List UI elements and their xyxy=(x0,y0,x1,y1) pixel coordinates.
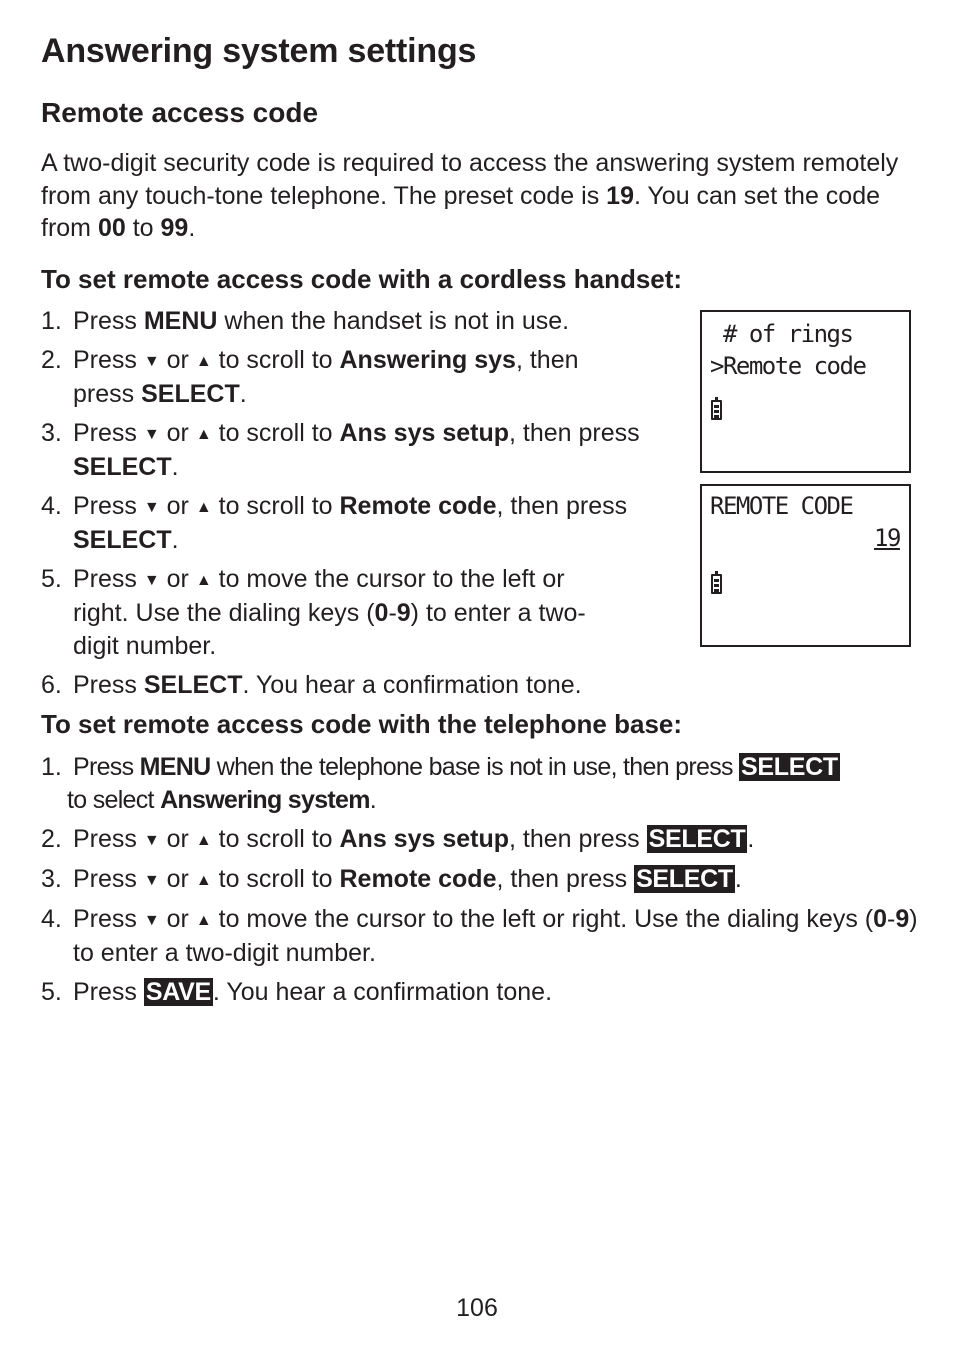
list-item xyxy=(41,903,921,970)
battery-icon xyxy=(711,400,722,420)
or-text: or xyxy=(159,825,196,853)
select-key: SELECT xyxy=(636,865,733,893)
or-text: or xyxy=(159,565,196,593)
press-text: Press xyxy=(73,307,144,335)
select-key: SELECT xyxy=(741,753,838,781)
step-text: , then press xyxy=(73,346,579,408)
step-text: to select xyxy=(67,786,161,814)
step-text: . xyxy=(747,825,755,853)
step-number: 1. xyxy=(41,753,62,781)
up-arrow-icon: ▲ xyxy=(195,912,212,929)
base-steps xyxy=(41,751,921,1015)
step-text: , then press xyxy=(509,419,640,447)
dial-key-9: 9 xyxy=(396,599,411,627)
step-text: . xyxy=(734,865,742,893)
section-title: Remote access code xyxy=(41,97,319,128)
down-arrow-icon: ▼ xyxy=(143,426,160,443)
select-key: SELECT xyxy=(143,671,243,699)
press-text: Press xyxy=(73,346,144,374)
handset-steps xyxy=(41,305,641,708)
intro-text: . xyxy=(188,214,196,242)
press-text: Press xyxy=(73,671,144,699)
step-text: to scroll to xyxy=(211,825,340,853)
dial-key-9: 9 xyxy=(895,905,910,933)
step-number: 2. xyxy=(41,346,62,374)
up-arrow-icon: ▲ xyxy=(195,426,212,443)
menu-target: Remote code xyxy=(339,865,497,893)
page-title: Answering system settings xyxy=(41,32,477,70)
press-text: Press xyxy=(73,753,140,781)
menu-target: Ans sys setup xyxy=(339,419,510,447)
battery-icon xyxy=(711,574,722,594)
step-text: when the telephone base is not in use, then press xyxy=(210,753,740,781)
code-min: 00 xyxy=(97,214,126,242)
step-text: . You hear a confirmation tone. xyxy=(212,978,553,1006)
screen-line: REMOTE CODE xyxy=(710,492,853,520)
remote-code-value: 19 xyxy=(874,524,900,552)
select-key: SELECT xyxy=(141,380,240,408)
list-item xyxy=(41,751,921,817)
screen-line-selected: >Remote code xyxy=(710,352,866,380)
handset-screen-remote-code xyxy=(700,484,911,647)
list-item xyxy=(41,863,921,897)
press-text: Press xyxy=(73,492,144,520)
down-arrow-icon: ▼ xyxy=(143,912,160,929)
or-text: or xyxy=(159,419,196,447)
step-text: . You hear a confirmation tone. xyxy=(242,671,582,699)
list-item xyxy=(41,490,641,557)
down-arrow-icon: ▼ xyxy=(143,353,160,370)
down-arrow-icon: ▼ xyxy=(143,832,160,849)
dash-text: - xyxy=(887,905,896,933)
down-arrow-icon: ▼ xyxy=(143,872,160,889)
press-text: Press xyxy=(73,865,144,893)
dial-key-0: 0 xyxy=(873,905,887,933)
intro-text: A two-digit security code is required to access the answering system remotely from any touch-tone telephone. The preset code is xyxy=(41,149,899,210)
intro-text: to xyxy=(125,214,161,242)
press-text: Press xyxy=(73,825,144,853)
menu-target: Answering sys xyxy=(339,346,516,374)
up-arrow-icon: ▲ xyxy=(195,499,212,516)
step-text: to move the cursor to the left or right. Use the dialing keys ( xyxy=(211,905,874,933)
press-text: Press xyxy=(73,905,144,933)
intro-paragraph xyxy=(41,147,921,245)
select-key: SELECT xyxy=(73,526,172,554)
page-number: 106 xyxy=(456,1294,498,1322)
step-text: when the handset is not in use. xyxy=(217,307,570,335)
step-text: ) to enter a two-digit number. xyxy=(73,599,586,660)
list-item xyxy=(41,305,641,338)
step-number: 1. xyxy=(41,307,62,335)
preset-code: 19 xyxy=(606,181,634,210)
list-item xyxy=(41,823,921,857)
step-text: ) to enter a two-digit number. xyxy=(73,905,918,967)
step-number: 2. xyxy=(41,825,62,853)
list-item xyxy=(41,417,641,484)
list-item xyxy=(41,976,921,1009)
or-text: or xyxy=(159,346,196,374)
handset-screen-menu xyxy=(700,310,911,473)
menu-key: MENU xyxy=(143,307,218,335)
dial-key-0: 0 xyxy=(374,599,389,627)
select-key: SELECT xyxy=(648,825,746,853)
step-number: 5. xyxy=(41,978,62,1006)
handset-heading: To set remote access code with a cordless handset: xyxy=(41,264,683,294)
or-text: or xyxy=(159,905,196,933)
step-number: 5. xyxy=(41,565,62,593)
step-text: to scroll to xyxy=(211,865,340,893)
screen-line: # of rings xyxy=(710,320,853,348)
menu-key: MENU xyxy=(139,753,211,781)
base-heading: To set remote access code with the telephone base: xyxy=(41,709,683,739)
press-text: Press xyxy=(73,419,144,447)
down-arrow-icon: ▼ xyxy=(143,572,160,589)
step-number: 4. xyxy=(41,492,62,520)
step-text: to scroll to xyxy=(211,346,340,374)
list-item xyxy=(41,563,641,663)
step-text: to scroll to xyxy=(211,492,340,520)
step-text: . xyxy=(369,786,377,814)
step-text: . xyxy=(171,453,179,481)
list-item xyxy=(41,344,641,411)
step-text: to scroll to xyxy=(211,419,340,447)
menu-target: Answering system xyxy=(160,786,370,814)
code-max: 99 xyxy=(160,214,189,242)
menu-target: Remote code xyxy=(339,492,497,520)
dash-text: - xyxy=(388,599,397,627)
step-number: 3. xyxy=(41,865,62,893)
step-text: , then press xyxy=(496,865,635,893)
step-text: . xyxy=(171,526,179,554)
menu-target: Ans sys setup xyxy=(339,825,510,853)
or-text: or xyxy=(159,865,196,893)
step-text: . xyxy=(239,380,247,408)
or-text: or xyxy=(159,492,196,520)
step-text: to move the cursor to the left or right. Use the dialing keys ( xyxy=(73,565,565,627)
list-item xyxy=(41,669,641,702)
up-arrow-icon: ▲ xyxy=(195,832,212,849)
step-number: 6. xyxy=(41,671,62,699)
select-key: SELECT xyxy=(73,453,172,481)
step-number: 3. xyxy=(41,419,62,447)
save-key: SAVE xyxy=(145,978,211,1006)
press-text: Press xyxy=(73,978,144,1006)
step-text: , then press xyxy=(509,825,647,853)
press-text: Press xyxy=(73,565,144,593)
step-number: 4. xyxy=(41,905,62,933)
intro-text: . You can set the code from xyxy=(41,181,881,242)
up-arrow-icon: ▲ xyxy=(195,572,212,589)
step-text: , then press xyxy=(496,492,628,520)
up-arrow-icon: ▲ xyxy=(195,872,212,889)
up-arrow-icon: ▲ xyxy=(195,353,212,370)
down-arrow-icon: ▼ xyxy=(143,499,160,516)
